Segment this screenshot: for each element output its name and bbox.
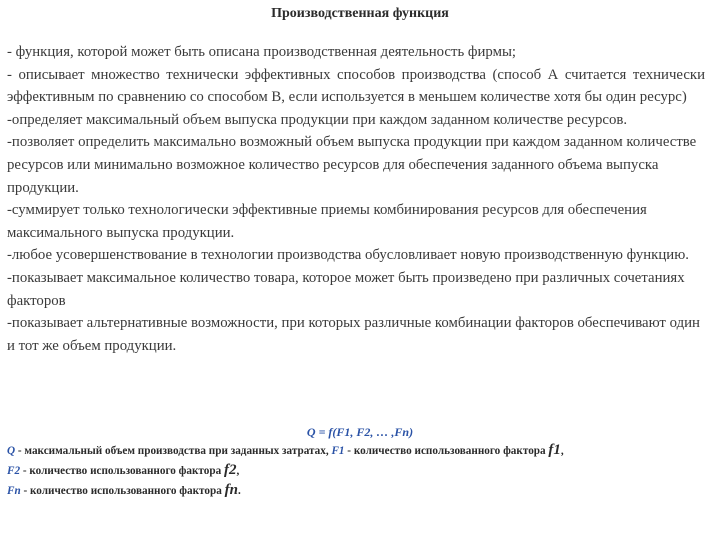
paragraph-6: -любое усовершенствование в технологии производства обусловливает новую производственную функцию.: [7, 247, 689, 264]
legend-line-fn: [7, 482, 707, 499]
legend-symbol: Fn: [7, 485, 21, 497]
legend-text: - количество использованного фактора: [344, 445, 549, 457]
legend-symbol: F1: [331, 445, 345, 457]
legend-text: - количество использованного фактора: [20, 465, 224, 477]
legend-factor: fn: [224, 482, 238, 498]
paragraph-3: -определяет максимальный объем выпуска продукции при каждом заданном количестве ресурсов.: [7, 111, 628, 128]
paragraph-1: - функция, которой может быть описана производственная деятельность фирмы;: [7, 44, 517, 60]
legend-text: - количество использованного фактора: [20, 485, 225, 497]
legend-text: - максимальный объем производства при заданных затратах,: [15, 445, 332, 457]
legend-end: .: [237, 485, 241, 497]
legend-end: ,: [560, 445, 564, 457]
paragraph-8: -показывает альтернативные возможности, при которых различные комбинации факторов обеспечивают один и тот же объем продукции.: [7, 315, 700, 354]
body-text: [7, 41, 705, 357]
paragraph-7: -показывает максимальное количество товара, которое может быть произведено при различных сочетаниях факторов: [7, 269, 685, 309]
legend-end: ,: [236, 465, 240, 477]
legend-line-q: [7, 442, 707, 459]
paragraph-4: -позволяет определить максимально возможный объем выпуска продукции при каждом заданном количестве ресурсов или минимально возможное количество ресурсов для обеспечения заданного объема выпуска продукции.: [7, 134, 697, 196]
slide-title: Производственная функция: [271, 6, 449, 21]
formula: Q = f(F1, F2, … ,Fn): [306, 425, 414, 439]
legend-line-f2: [7, 462, 707, 479]
legend-factor: f2: [223, 462, 237, 478]
legend-symbol: F2: [7, 465, 21, 477]
legend-factor: f1: [548, 442, 561, 458]
legend-symbol: Q: [7, 445, 16, 457]
paragraph-2: - описывает множество технически эффективных способов производства (способ А считается технически эффективным по сравнению со способом В, если используется в меньшем количестве хотя бы один ресурс): [7, 66, 705, 106]
paragraph-5: -суммирует только технологически эффективные приемы комбинирования ресурсов для обеспечения максимального выпуска продукции.: [7, 202, 647, 241]
